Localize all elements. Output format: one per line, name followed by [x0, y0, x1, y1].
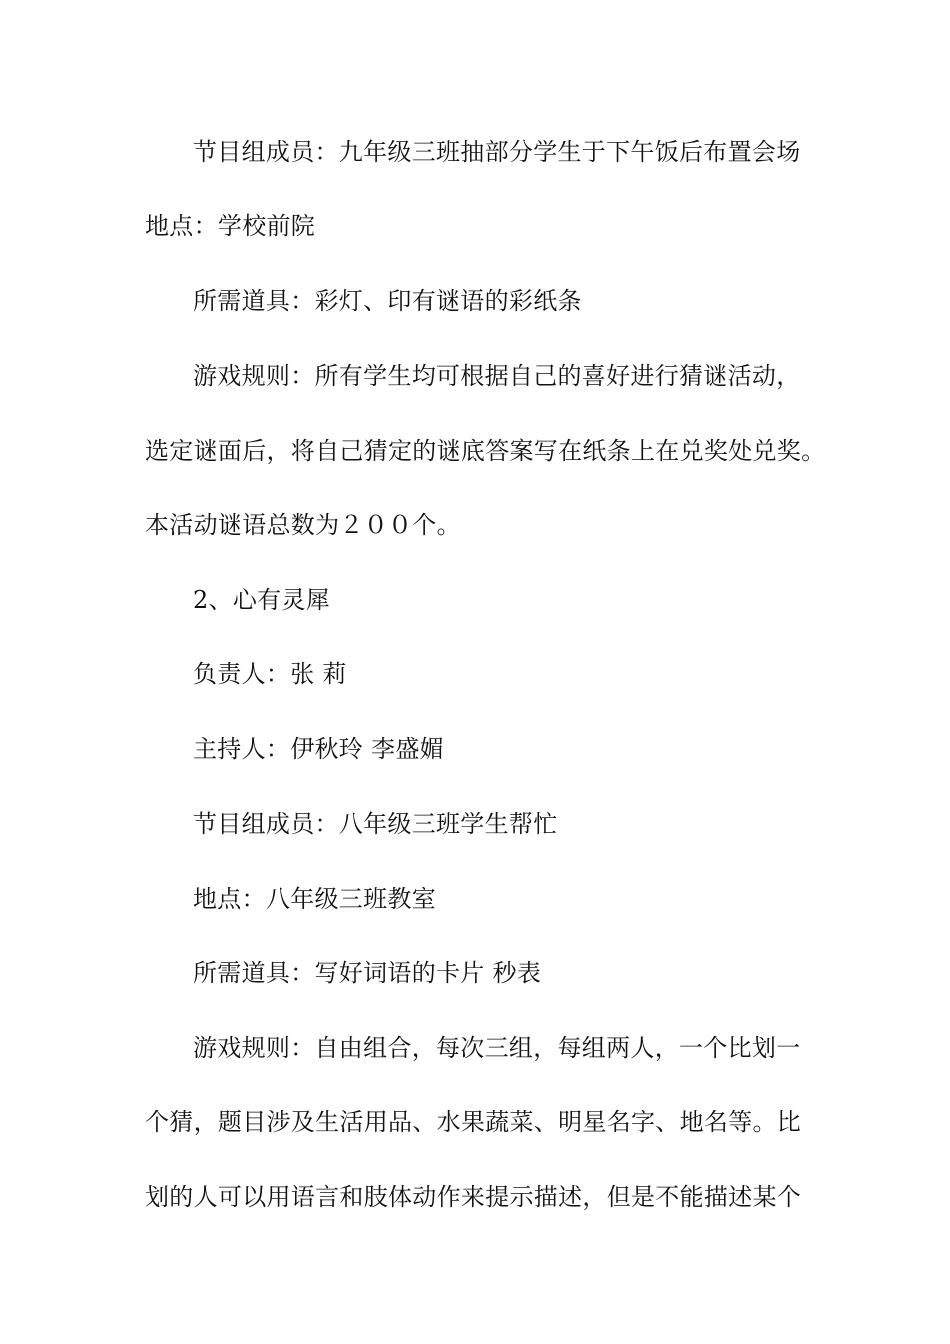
paragraph-line: 所需道具：写好词语的卡片 秒表 — [193, 959, 542, 987]
paragraph-line: 本活动谜语总数为２００个。 — [145, 511, 461, 539]
paragraph-line: 地点：学校前院 — [145, 212, 316, 240]
paragraph-line: 主持人：伊秋玲 李盛媚 — [193, 735, 444, 763]
paragraph-line: 划的人可以用语言和肢体动作来提示描述，但是不能描述某个 — [145, 1183, 802, 1211]
paragraph-line: 个猜，题目涉及生活用品、水果蔬菜、明星名字、地名等。比 — [145, 1108, 802, 1136]
paragraph-line: 节目组成员：八年级三班学生帮忙 — [193, 810, 558, 838]
paragraph-line: 地点：八年级三班教室 — [193, 885, 436, 913]
paragraph-line: 游戏规则：自由组合，每次三组，每组两人，一个比划一 — [193, 1034, 801, 1062]
paragraph-line: 节目组成员：九年级三班抽部分学生于下午饭后布置会场 — [193, 138, 801, 166]
paragraph-line: 游戏规则：所有学生均可根据自己的喜好进行猜谜活动， — [193, 362, 801, 390]
section-heading: 2、心有灵犀 — [193, 586, 331, 614]
paragraph-line: 负责人：张 莉 — [193, 660, 347, 688]
paragraph-line: 所需道具：彩灯、印有谜语的彩纸条 — [193, 287, 582, 315]
paragraph-line: 选定谜面后，将自己猜定的谜底答案写在纸条上在兑奖处兑奖。 — [145, 437, 826, 465]
